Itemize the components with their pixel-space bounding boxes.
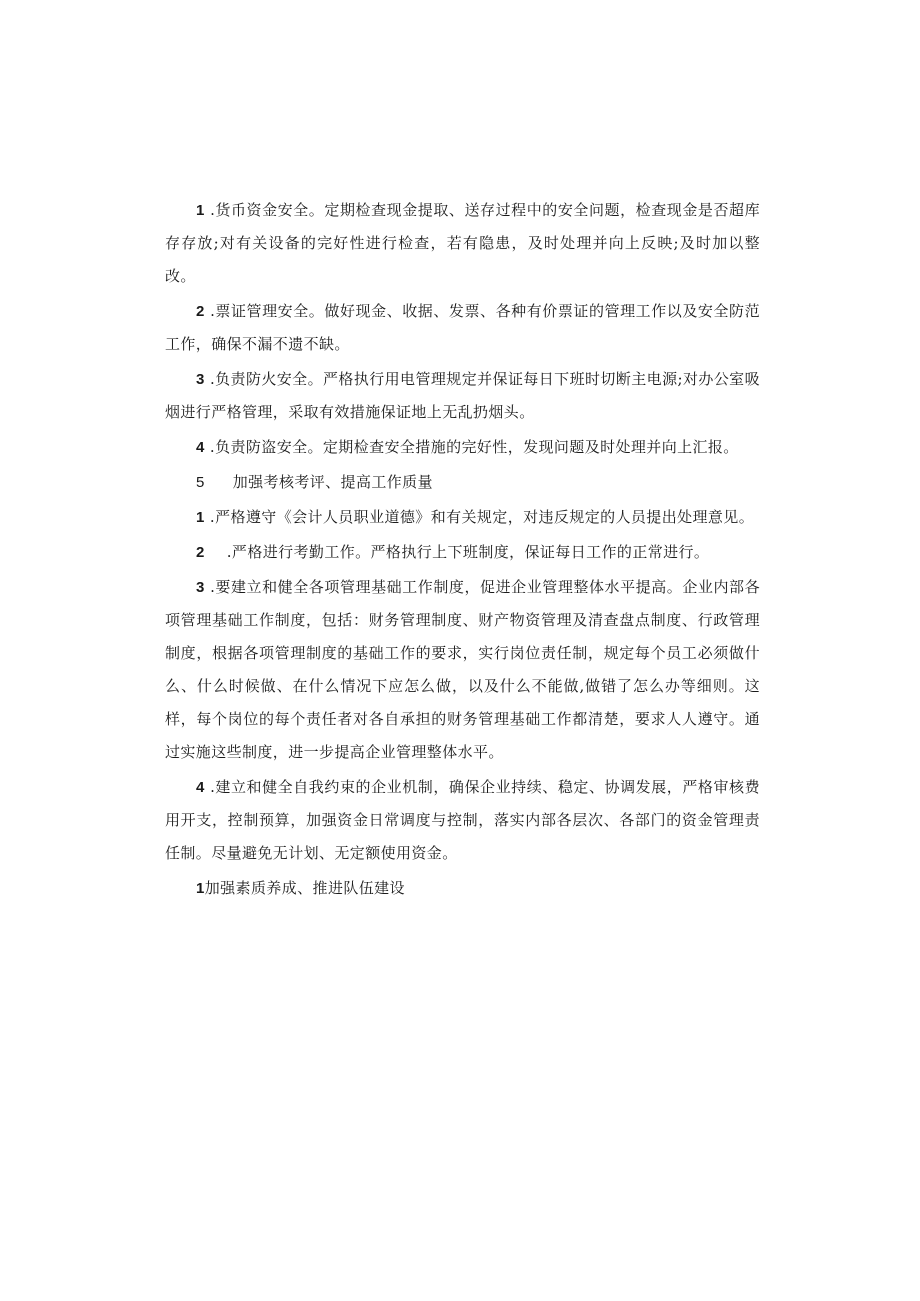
paragraph-management-system — [165, 571, 760, 769]
item-number: 2 — [196, 303, 205, 320]
section-heading-assessment — [165, 466, 760, 499]
item-number: 3 — [196, 579, 205, 596]
document-body — [165, 194, 760, 907]
item-number: 4 — [196, 779, 205, 796]
item-text: .严格进行考勤工作。严格执行上下班制度，保证每日工作的正常进行。 — [226, 543, 710, 561]
section-title: 加强素质养成、推进队伍建设 — [204, 879, 405, 897]
paragraph-ticket-security — [165, 295, 760, 361]
item-text: .票证管理安全。做好现金、收据、发票、各种有价票证的管理工作以及安全防范工作，确保不漏不遗不缺。 — [165, 302, 761, 353]
item-text: .负责防火安全。严格执行用电管理规定并保证每日下班时切断主电源;对办公室吸烟进行严格管理，采取有效措施保证地上无乱扔烟头。 — [165, 370, 760, 421]
paragraph-currency-security — [165, 194, 760, 293]
section-heading-team-building — [165, 872, 760, 905]
section-title: 加强考核考评、提高工作质量 — [232, 473, 433, 491]
item-number: 1 — [196, 509, 205, 526]
item-text: .货币资金安全。定期检查现金提取、送存过程中的安全问题，检查现金是否超库存存放;对有关设备的完好性进行检查，若有隐患，及时处理并向上反映;及时加以整改。 — [165, 201, 761, 285]
paragraph-ethics — [165, 501, 760, 534]
paragraph-fire-security — [165, 363, 760, 429]
item-text: .建立和健全自我约束的企业机制，确保企业持续、稳定、协调发展，严格审核费用开支，控制预算，加强资金日常调度与控制，落实内部各层次、各部门的资金管理责任制。尽量避免无计划、无定额使用资金。 — [165, 778, 761, 862]
item-number: 3 — [196, 371, 205, 388]
section-number: 1 — [196, 880, 205, 897]
paragraph-self-restraint — [165, 771, 760, 870]
item-text: .要建立和健全各项管理基础工作制度，促进企业管理整体水平提高。企业内部各项管理基础工作制度，包括：财务管理制度、财产物资管理及清查盘点制度、行政管理制度，根据各项管理制度的基础工作的要求，实行岗位责任制，规定每个员工必须做什么、什么时候做、在什么情况下应怎么做，以及什么不能做,做错了怎么办等细则。这样，每个岗位的每个责任者对各自承担的财务管理基础工作都清楚，要求人人遵守。通过实施这些制度，进一步提高企业管理整体水平。 — [165, 578, 761, 761]
item-text: .负责防盗安全。定期检查安全措施的完好性，发现问题及时处理并向上汇报。 — [209, 438, 739, 456]
item-number: 4 — [196, 439, 205, 456]
item-text: .严格遵守《会计人员职业道德》和有关规定，对违反规定的人员提出处理意见。 — [209, 508, 755, 526]
paragraph-theft-security — [165, 431, 760, 464]
paragraph-attendance — [165, 536, 760, 569]
item-number: 2 — [196, 544, 205, 561]
section-number: 5 — [196, 474, 205, 491]
item-number: 1 — [196, 202, 205, 219]
